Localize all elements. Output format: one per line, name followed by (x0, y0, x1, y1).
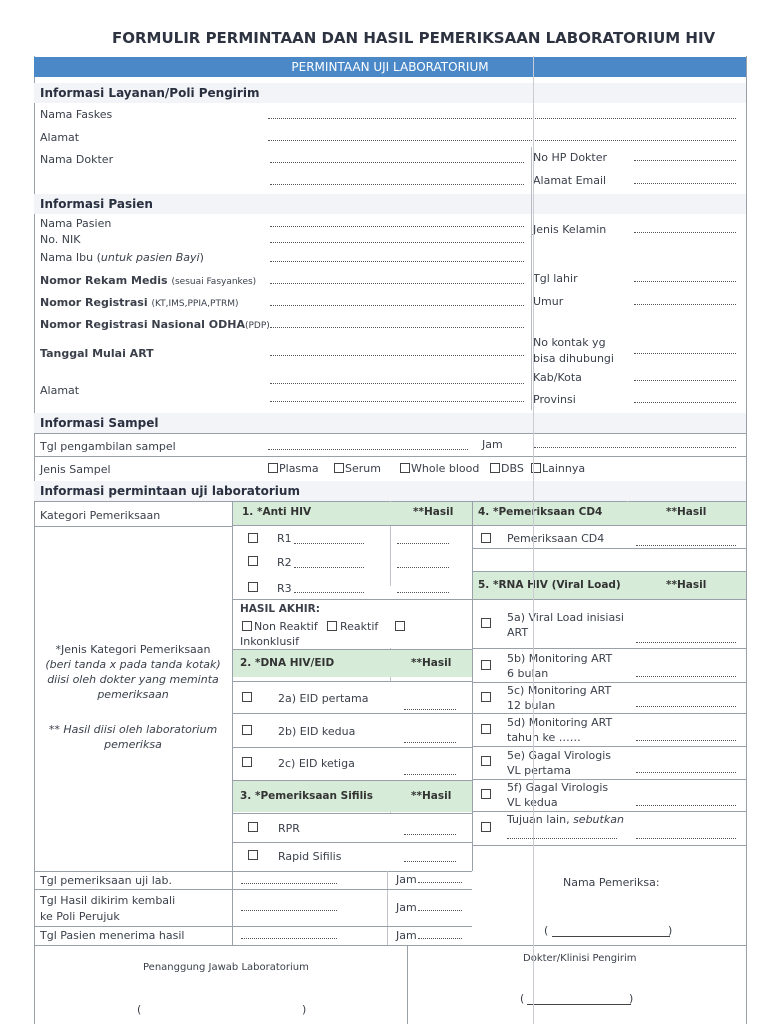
rna-5b-hasil-field[interactable] (636, 676, 736, 677)
r3-label: R3 (277, 582, 292, 595)
nama-faskes-field[interactable] (268, 118, 736, 119)
umur-label: Umur (533, 295, 564, 308)
tujuan-lain-label: Tujuan lain, sebutkan (507, 813, 624, 826)
nama-ibu-field[interactable] (270, 261, 524, 262)
r2-label: R2 (277, 556, 292, 569)
rna-header: 5. *RNA HIV (Viral Load) **Hasil (473, 572, 746, 599)
tgl-pengambilan-field[interactable] (268, 449, 468, 450)
rapid-sifilis-label: Rapid Sifilis (278, 850, 342, 863)
r1-label: R1 (277, 532, 292, 545)
tgl-hasil-label: Tgl Hasil dikirim kembali ke Poli Perujuk (40, 894, 176, 923)
cd4-hasil-field[interactable] (636, 545, 736, 546)
jam-sampel-field[interactable] (534, 447, 736, 448)
section-pasien-header: Informasi Pasien (34, 194, 746, 214)
section-layanan-header: Informasi Layanan/Poli Pengirim (34, 83, 746, 103)
rna-5d-label: 5d) Monitoring ART tahun ke …… (507, 716, 613, 744)
no-kontak-field[interactable] (634, 353, 736, 354)
tgl-pasien-label: Tgl Pasien menerima hasil (40, 929, 185, 942)
provinsi-field[interactable] (634, 402, 736, 403)
r3-checkbox[interactable] (248, 582, 258, 592)
non-reaktif-checkbox[interactable] (242, 621, 252, 631)
rna-5d-hasil-field[interactable] (636, 740, 736, 741)
dna-hiv-header: 2. *DNA HIV/EID **Hasil (233, 650, 472, 677)
jenis-sampel-label: Jenis Sampel (40, 463, 111, 476)
rna-5e-label: 5e) Gagal Virologis VL pertama (507, 749, 612, 777)
nama-pemeriksa-label: Nama Pemeriksa: (563, 876, 660, 889)
dokter-pengirim-paren-open: ( (520, 992, 525, 1005)
tgl-lahir-field[interactable] (634, 281, 736, 282)
nama-pasien-label: Nama Pasien (40, 217, 112, 230)
jenis-kelamin-label: Jenis Kelamin (533, 223, 607, 236)
dokter-pengirim-label: Dokter/Klinisi Pengirim (523, 953, 637, 964)
eid-ketiga-label: 2c) EID ketiga (278, 757, 355, 770)
rna-5c-label: 5c) Monitoring ART 12 bulan (507, 684, 612, 712)
whole-blood-checkbox[interactable] (400, 463, 410, 473)
rna-5b-checkbox[interactable] (481, 660, 491, 670)
eid-pertama-hasil-field[interactable] (404, 709, 456, 710)
kab-kota-field[interactable] (634, 380, 736, 381)
hasil-akhir-label: HASIL AKHIR: (240, 603, 320, 615)
eid-pertama-label: 2a) EID pertama (278, 692, 369, 705)
jam-pasien-label: Jam (396, 929, 417, 942)
r1-checkbox[interactable] (248, 533, 258, 543)
rna-5a-checkbox[interactable] (481, 618, 491, 628)
rapid-sifilis-hasil-field[interactable] (404, 861, 456, 862)
nama-dokter-field[interactable] (270, 162, 524, 163)
alamat-email-label: Alamat Email (533, 174, 607, 187)
no-nik-field[interactable] (270, 242, 524, 243)
nama-ibu-label: Nama Ibu (untuk pasien Bayi) (40, 251, 204, 264)
tgl-pasien-field[interactable] (241, 938, 337, 939)
tanggal-art-field[interactable] (270, 355, 524, 356)
penanggung-jawab-label: Penanggung Jawab Laboratorium (143, 962, 309, 973)
dbs-checkbox[interactable] (490, 463, 500, 473)
reaktif-checkbox[interactable] (327, 621, 337, 631)
whole-blood-label: Whole blood (411, 462, 480, 475)
hasil-note: ** Hasil diisi oleh laboratorium pemeriksa (48, 723, 218, 751)
sifilis-header: 3. *Pemeriksaan Sifilis **Hasil (233, 781, 472, 812)
nama-pemeriksa-paren-close: ) (668, 924, 673, 937)
tgl-pemeriksaan-label: Tgl pemeriksaan uji lab. (40, 874, 172, 887)
tgl-lahir-label: Tgl lahir (533, 272, 578, 285)
rna-5f-checkbox[interactable] (481, 789, 491, 799)
dokter-pengirim-paren-close: ) (629, 992, 634, 1005)
rpr-hasil-field[interactable] (404, 834, 456, 835)
provinsi-label: Provinsi (533, 393, 576, 406)
serum-label: Serum (345, 462, 381, 475)
nama-faskes-label: Nama Faskes (40, 108, 113, 121)
kategori-label: Kategori Pemeriksaan (40, 509, 161, 522)
rna-5e-checkbox[interactable] (481, 756, 491, 766)
reaktif-label: Reaktif (340, 620, 379, 633)
tgl-hasil-field[interactable] (241, 910, 337, 911)
nama-pemeriksa-field[interactable] (552, 936, 670, 937)
rna-5a-label: 5a) Viral Load inisiasi ART (507, 611, 624, 639)
serum-checkbox[interactable] (334, 463, 344, 473)
inkonklusif-label: Inkonklusif (240, 635, 299, 648)
dokter-pengirim-field[interactable] (527, 1004, 631, 1005)
eid-kedua-checkbox[interactable] (242, 725, 252, 735)
cd4-label: Pemeriksaan CD4 (507, 532, 605, 545)
rna-5c-hasil-field[interactable] (636, 706, 736, 707)
tujuan-lain-hasil-field[interactable] (636, 838, 736, 839)
no-nik-label: No. NIK (40, 233, 81, 246)
r2-hasil-field[interactable] (397, 567, 449, 568)
tujuan-lain-checkbox[interactable] (481, 822, 491, 832)
jenis-kelamin-field[interactable] (634, 232, 736, 233)
rekam-medis-field[interactable] (270, 283, 524, 284)
section-banner: PERMINTAAN UJI LABORATORIUM (34, 57, 746, 77)
alamat-pasien-field-2[interactable] (270, 401, 524, 402)
rpr-checkbox[interactable] (248, 822, 258, 832)
registrasi-odha-label: Nomor Registrasi Nasional ODHA(PDP) (40, 318, 270, 331)
r2-checkbox[interactable] (248, 556, 258, 566)
penanggung-jawab-paren-close: ) (302, 1003, 307, 1016)
kab-kota-label: Kab/Kota (533, 371, 582, 384)
umur-field[interactable] (634, 304, 736, 305)
section-permintaan-header: Informasi permintaan uji laboratorium (34, 481, 746, 501)
no-hp-dokter-field[interactable] (634, 160, 736, 161)
alamat-layanan-field[interactable] (268, 140, 736, 141)
non-reaktif-label: Non Reaktif (254, 620, 318, 633)
jam-hasil-label: Jam (396, 901, 417, 914)
anti-hiv-header: 1. *Anti HIV **Hasil (233, 502, 472, 525)
nama-pasien-field[interactable] (270, 226, 524, 227)
rekam-medis-label: Nomor Rekam Medis (sesuai Fasyankes) (40, 274, 257, 287)
rpr-label: RPR (278, 822, 300, 835)
rna-5e-hasil-field[interactable] (636, 772, 736, 773)
rna-5d-checkbox[interactable] (481, 724, 491, 734)
rna-5f-label: 5f) Gagal Virologis VL kedua (507, 781, 609, 809)
alamat-pasien-label: Alamat (40, 384, 80, 397)
section-sampel-header: Informasi Sampel (34, 413, 746, 433)
inkonklusif-checkbox[interactable] (395, 621, 405, 631)
rna-5a-hasil-field[interactable] (636, 642, 736, 643)
registrasi-odha-field[interactable] (270, 327, 524, 328)
jam-sampel-label: Jam (482, 438, 503, 451)
cd4-header: 4. *Pemeriksaan CD4 **Hasil (473, 502, 746, 525)
jam-pemeriksaan-label: Jam (396, 873, 417, 886)
lainnya-label: Lainnya (542, 462, 586, 475)
jam-pemeriksaan-field[interactable] (418, 882, 462, 883)
registrasi-label: Nomor Registrasi (KT,IMS,PPIA,PTRM) (40, 296, 239, 309)
alamat-layanan-label: Alamat (40, 131, 80, 144)
eid-pertama-checkbox[interactable] (242, 692, 252, 702)
tgl-pemeriksaan-field[interactable] (241, 883, 337, 884)
rna-5c-checkbox[interactable] (481, 692, 491, 702)
jam-hasil-field[interactable] (418, 910, 462, 911)
registrasi-field[interactable] (270, 305, 524, 306)
plasma-checkbox[interactable] (268, 463, 278, 473)
tujuan-lain-field[interactable] (507, 838, 617, 839)
cd4-checkbox[interactable] (481, 533, 491, 543)
plasma-label: Plasma (279, 462, 319, 475)
nama-dokter-field-2[interactable] (270, 184, 524, 185)
eid-ketiga-checkbox[interactable] (242, 757, 252, 767)
rapid-sifilis-checkbox[interactable] (248, 850, 258, 860)
alamat-email-field[interactable] (634, 183, 736, 184)
no-kontak-label: No kontak yg bisa dihubungi (533, 336, 614, 365)
jam-pasien-field[interactable] (418, 938, 462, 939)
tgl-pengambilan-label: Tgl pengambilan sampel (40, 440, 176, 453)
jenis-kategori-note: *Jenis Kategori Pemeriksaan (beri tanda x pada tanda kotak) diisi oleh dokter yang meminta pemeriksaan (45, 643, 221, 701)
eid-kedua-hasil-field[interactable] (404, 742, 456, 743)
eid-ketiga-hasil-field[interactable] (404, 774, 456, 775)
alamat-pasien-field[interactable] (270, 383, 524, 384)
r1-hasil-field[interactable] (397, 543, 449, 544)
eid-kedua-label: 2b) EID kedua (278, 725, 356, 738)
page-title: FORMULIR PERMINTAAN DAN HASIL PEMERIKSAAN LABORATORIUM HIV (112, 29, 716, 47)
penanggung-jawab-paren-open: ( (137, 1003, 142, 1016)
rna-5b-label: 5b) Monitoring ART 6 bulan (507, 652, 613, 680)
no-hp-dokter-label: No HP Dokter (533, 151, 608, 164)
r3-hasil-field[interactable] (397, 592, 449, 593)
tanggal-art-label: Tanggal Mulai ART (40, 347, 154, 360)
nama-pemeriksa-paren-open: ( (544, 924, 549, 937)
rna-5f-hasil-field[interactable] (636, 805, 736, 806)
nama-dokter-label: Nama Dokter (40, 153, 114, 166)
dbs-label: DBS (501, 462, 524, 475)
